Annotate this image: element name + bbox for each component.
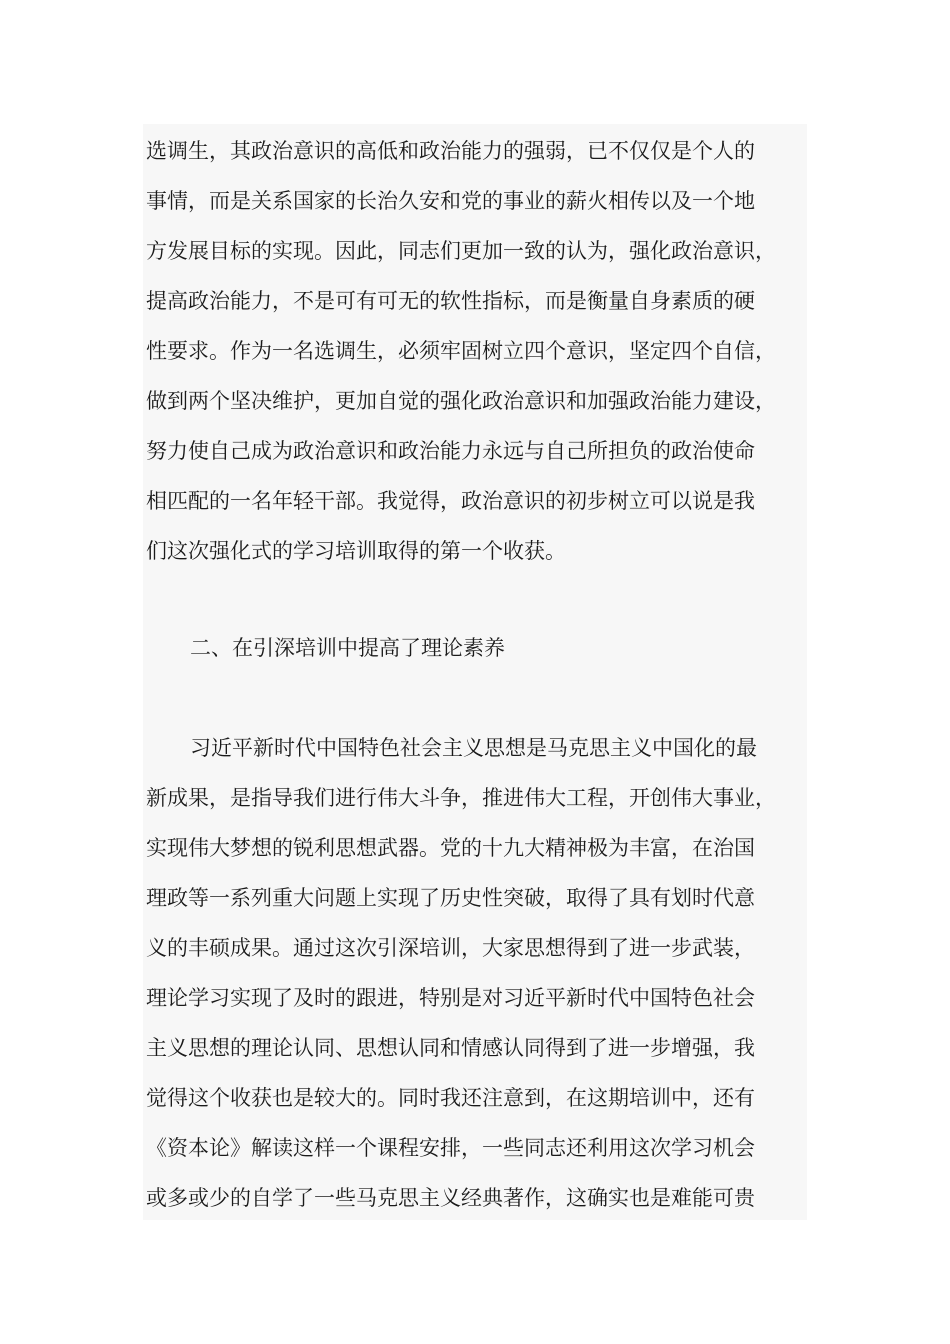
paragraph-line: 习近平新时代中国特色社会主义思想是马克思主义中国化的最 (190, 736, 757, 760)
paragraph-line: 们这次强化式的学习培训取得的第一个收获。 (146, 539, 566, 563)
paragraph-line: 事情，而是关系国家的长治久安和党的事业的薪火相传以及一个地 (146, 189, 755, 213)
paragraph-line: 性要求。作为一名选调生，必须牢固树立四个意识，坚定四个自信， (146, 339, 776, 363)
paragraph-line: 相匹配的一名年轻干部。我觉得，政治意识的初步树立可以说是我 (146, 489, 755, 513)
paragraph-line: 努力使自己成为政治意识和政治能力永远与自己所担负的政治使命 (146, 439, 755, 463)
paragraph-line: 新成果，是指导我们进行伟大斗争，推进伟大工程，开创伟大事业， (146, 786, 776, 810)
paragraph-line: 《资本论》解读这样一个课程安排，一些同志还利用这次学习机会 (146, 1136, 755, 1160)
paragraph-line: 做到两个坚决维护，更加自觉的强化政治意识和加强政治能力建设， (146, 389, 776, 413)
paragraph-line: 提高政治能力，不是可有可无的软性指标，而是衡量自身素质的硬 (146, 289, 755, 313)
paragraph-line: 选调生，其政治意识的高低和政治能力的强弱，已不仅仅是个人的 (146, 139, 755, 163)
paragraph-line: 觉得这个收获也是较大的。同时我还注意到，在这期培训中，还有 (146, 1086, 755, 1110)
paragraph-line: 主义思想的理论认同、思想认同和情感认同得到了进一步增强，我 (146, 1036, 755, 1060)
paragraph-line: 理政等一系列重大问题上实现了历史性突破，取得了具有划时代意 (146, 886, 755, 910)
section-heading: 二、在引深培训中提高了理论素养 (190, 636, 505, 660)
paragraph-line: 实现伟大梦想的锐利思想武器。党的十九大精神极为丰富，在治国 (146, 836, 755, 860)
document-text-block (143, 124, 807, 1220)
paragraph-line: 义的丰硕成果。通过这次引深培训，大家思想得到了进一步武装， (146, 936, 755, 960)
paragraph-line: 或多或少的自学了一些马克思主义经典著作，这确实也是难能可贵 (146, 1186, 755, 1210)
paragraph-line: 方发展目标的实现。因此，同志们更加一致的认为，强化政治意识， (146, 239, 776, 263)
paragraph-line: 理论学习实现了及时的跟进，特别是对习近平新时代中国特色社会 (146, 986, 755, 1010)
